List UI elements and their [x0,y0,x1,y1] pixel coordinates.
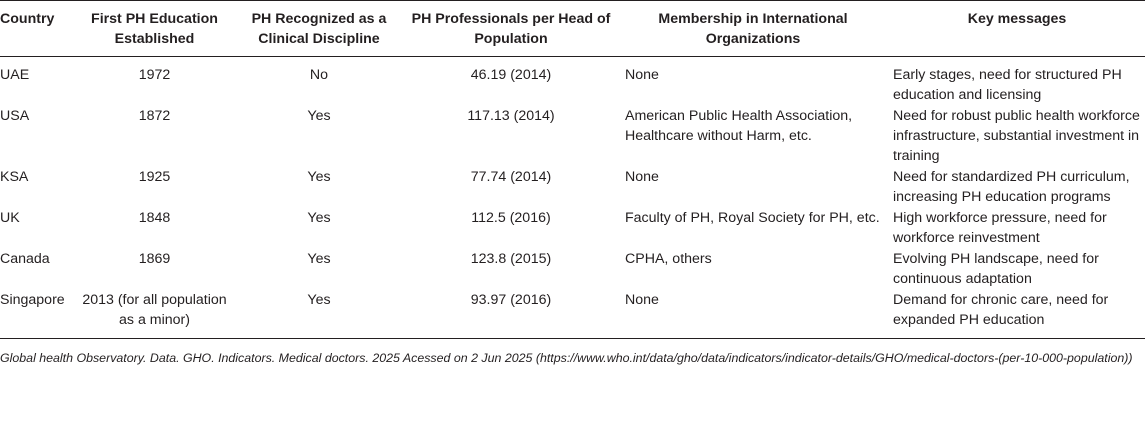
header-membership: Membership in International Organizations [617,1,889,57]
table-row [0,249,1145,290]
table-row [0,167,1145,208]
table-footnote: Global health Observatory. Data. GHO. Indicators. Medical doctors. 2025 Acessed on 2 Jun 2025 (https://www.who.int/data/gho/data/indicators/indicator-details/GHO/medical-doctors-(per-10-000-population)) [0,351,1133,365]
cell-recognized: Yes [307,108,331,124]
cell-country: KSA [0,169,29,185]
cell-professionals: 77.74 (2014) [470,169,552,185]
cell-membership: CPHA, others [625,251,712,267]
table-row [0,290,1145,339]
table-row [0,106,1145,167]
cell-professionals: 93.97 (2016) [405,290,617,339]
cell-key-messages: High workforce pressure, need for workforce reinvestment [893,210,1107,246]
cell-key-messages: Need for standardized PH curriculum, increasing PH education programs [893,169,1130,205]
table-row [0,57,1145,107]
cell-country: UK [0,210,20,226]
header-key-messages: Key messages [889,1,1145,57]
cell-key-messages: Need for robust public health workforce infrastructure, substantial investment in training [893,108,1140,164]
header-row [0,1,1145,57]
cell-recognized: Yes [233,290,405,339]
cell-membership: None [625,169,659,185]
cell-professionals: 123.8 (2015) [470,251,552,267]
header-ph-professionals: PH Professionals per Head of Population [405,1,617,57]
header-country: Country [0,1,76,57]
cell-recognized: Yes [307,210,331,226]
cell-membership: Faculty of PH, Royal Society for PH, etc. [625,210,880,226]
cell-recognized: Yes [307,169,331,185]
cell-professionals: 117.13 (2014) [467,108,555,124]
cell-key-messages: Demand for chronic care, need for expanded PH education [889,290,1145,339]
cell-membership: None [617,290,889,339]
cell-key-messages: Early stages, need for structured PH education and licensing [893,67,1122,103]
cell-first-ph: 1972 [138,67,171,83]
cell-first-ph: 1848 [138,210,171,226]
cell-membership: American Public Health Association, Healthcare without Harm, etc. [625,108,853,144]
table-row [0,208,1145,249]
header-first-ph-education: First PH Education Established [76,1,233,57]
cell-country: Singapore [0,290,76,339]
cell-first-ph: 1925 [138,169,171,185]
header-ph-recognized: PH Recognized as a Clinical Discipline [233,1,405,57]
cell-country: UAE [0,67,30,83]
cell-country: Canada [0,251,50,267]
cell-first-ph: 1872 [138,108,171,124]
cell-professionals: 46.19 (2014) [470,67,552,83]
cell-membership: None [625,67,659,83]
cell-first-ph: 2013 (for all population as a minor) [76,290,233,339]
cell-key-messages: Evolving PH landscape, need for continuous adaptation [893,251,1099,287]
cell-recognized: Yes [307,251,331,267]
cell-professionals: 112.5 (2016) [471,210,551,226]
table-body [0,57,1145,339]
cell-country: USA [0,108,30,124]
cell-recognized: No [309,67,329,83]
table-header [0,1,1145,57]
cell-first-ph: 1869 [138,251,171,267]
